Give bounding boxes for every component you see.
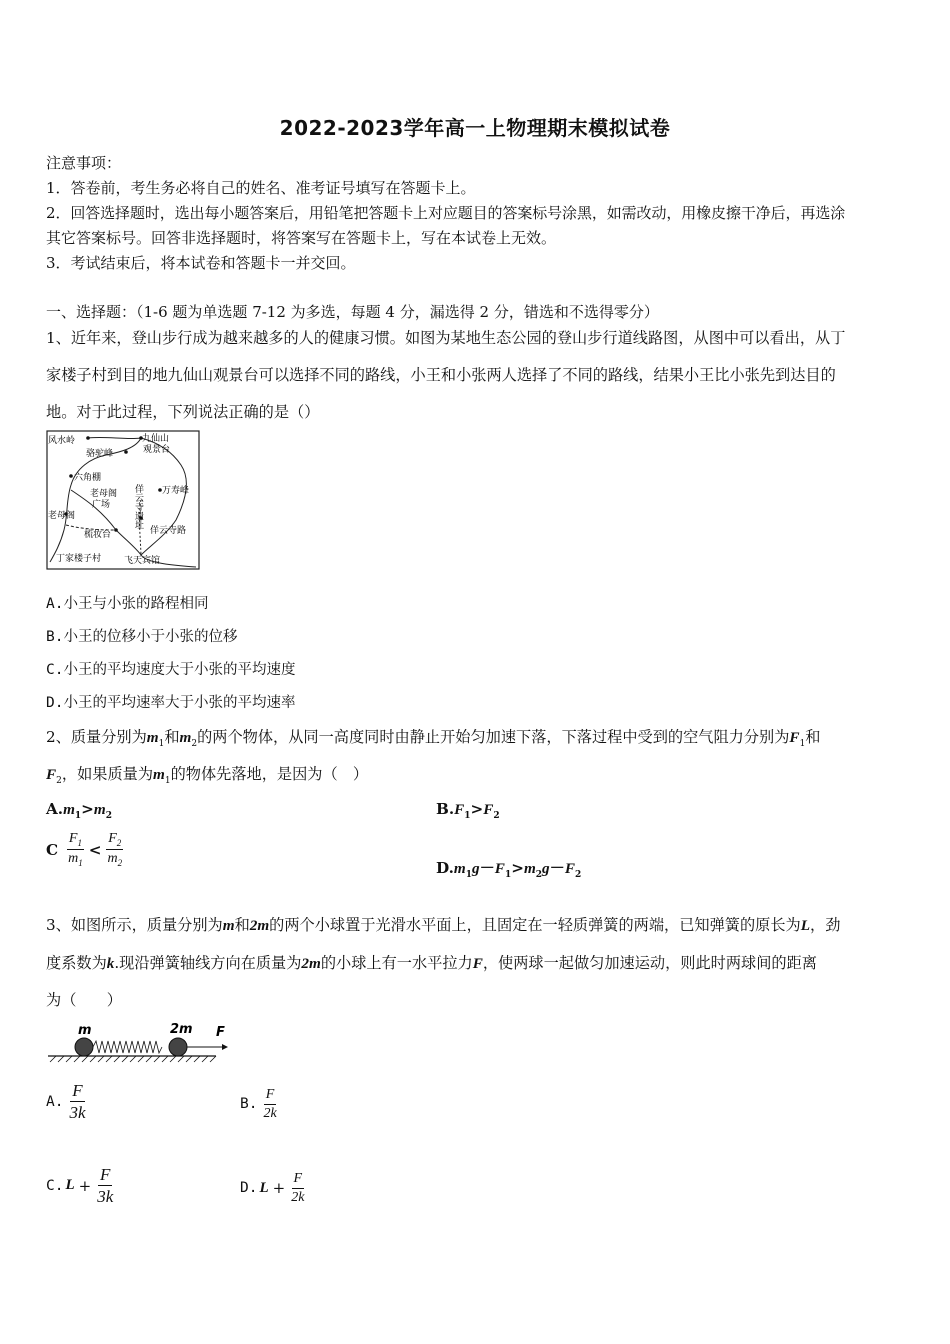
- fig-label: 2m: [170, 1022, 193, 1037]
- ball-m: [75, 1038, 93, 1056]
- map-label: 观景台: [143, 445, 171, 455]
- map-label: 六角棚: [74, 473, 102, 483]
- q3-spring-figure: [46, 1018, 236, 1068]
- map-point: [86, 436, 90, 440]
- ground-hatch: [50, 1056, 216, 1062]
- page-title: 2022-2023学年高一上物理期末模拟试卷: [279, 116, 671, 140]
- map-label: 九仙山: [142, 434, 170, 444]
- map-label: 梳妆台: [84, 530, 112, 540]
- q3-stem-line: 为（ ）: [46, 991, 122, 1009]
- map-point: [69, 474, 73, 478]
- q1-option-b[interactable]: B.小王的位移小于小张的位移: [46, 629, 238, 645]
- q2-stem-line: 2、质量分别为$m_1$和$m_2$的两个物体，从同一高度同时由静止开始匀加速下落，下落过程中受到的空气阻力分别为$F_1$和: [46, 728, 821, 750]
- q2-option-d[interactable]: $D.m_1g-F_1>m_2g-F_2$: [436, 859, 582, 881]
- q3-option-a[interactable]: A. $\frac{F}{3k}$: [46, 1081, 86, 1123]
- q2-option-c[interactable]: C $\frac{F_1}{m_1}$ < $\frac{F_2}{m_2}$: [46, 831, 123, 868]
- map-frame: [47, 431, 199, 569]
- fig-label: m: [78, 1023, 92, 1038]
- map-label: 飞天宾馆: [124, 556, 161, 566]
- q3-stem-line: 度系数为k.现沿弹簧轴线方向在质量为2m的小球上有一水平拉力F，使两球一起做匀加速运动，则此时两球间的距离: [46, 954, 817, 972]
- notice-item: 3．考试结束后，将本试卷和答题卡一并交回。: [46, 254, 356, 272]
- map-label: 老母阁: [48, 511, 76, 521]
- q1-stem-line: 地。对于此过程，下列说法正确的是（）: [46, 403, 320, 421]
- map-label: 老母阁: [90, 489, 118, 499]
- map-label: 广场: [92, 500, 111, 510]
- ball-2m: [169, 1038, 187, 1056]
- map-label: 风水岭: [48, 436, 76, 446]
- notice-heading: 注意事项：: [46, 154, 122, 172]
- force-arrowhead: [222, 1044, 228, 1050]
- map-label: 丁家楼子村: [56, 554, 102, 564]
- q1-route-map: [46, 430, 200, 570]
- q2-option-a[interactable]: $A.m_1>m_2$: [46, 800, 112, 822]
- notice-item: 2．回答选择题时，选出每小题答案后，用铅笔把答题卡上对应题目的答案标号涂黑，如需改动，用橡皮擦干净后，再选涂: [46, 204, 846, 222]
- map-label: 佯云寺遗址: [133, 484, 143, 529]
- q3-stem-line: 3、如图所示，质量分别为m和2m的两个小球置于光滑水平面上，且固定在一轻质弹簧的两端，已知弹簧的原长为L，劲: [46, 916, 841, 934]
- map-point: [124, 450, 128, 454]
- q3-option-b[interactable]: B. $\frac{F}{2k}$: [240, 1087, 277, 1121]
- map-label: 佯云寺路: [150, 526, 187, 536]
- notice-item: 1．答卷前，考生务必将自己的姓名、准考证号填写在答题卡上。: [46, 179, 476, 197]
- q2-stem-line: $F_2$，如果质量为$m_1$的物体先落地，是因为（ ）: [46, 765, 368, 787]
- spring: [93, 1041, 162, 1053]
- q1-stem-line: 1、近年来，登山步行成为越来越多的人的健康习惯。如图为某地生态公园的登山步行道线路图，从图中可以看出，从丁: [46, 329, 846, 347]
- q1-option-d[interactable]: D.小王的平均速率大于小张的平均速率: [46, 695, 296, 711]
- map-label: 骆驼峰: [86, 449, 114, 459]
- map-point: [114, 528, 118, 532]
- q2-option-b[interactable]: $B.F_1>F_2$: [436, 800, 500, 822]
- map-label: 万寿峰: [162, 486, 190, 496]
- q1-stem-line: 家楼子村到目的地九仙山观景台可以选择不同的路线，小王和小张两人选择了不同的路线，结果小王比小张先到达目的: [46, 366, 836, 384]
- q1-option-a[interactable]: A.小王与小张的路程相同: [46, 596, 209, 612]
- notice-item: 其它答案标号。回答非选择题时，将答案写在答题卡上，写在本试卷上无效。: [46, 229, 557, 247]
- q1-option-c[interactable]: C.小王的平均速度大于小张的平均速度: [46, 662, 296, 678]
- q3-option-d[interactable]: D. L + $\frac{F}{2k}$: [240, 1171, 305, 1205]
- section-heading: 一、选择题：（1-6 题为单选题 7-12 为多选，每题 4 分，漏选得 2 分，错选和不选得零分）: [46, 303, 659, 321]
- q3-option-c[interactable]: C. L + $\frac{F}{3k}$: [46, 1165, 114, 1207]
- fig-label: F: [216, 1025, 225, 1040]
